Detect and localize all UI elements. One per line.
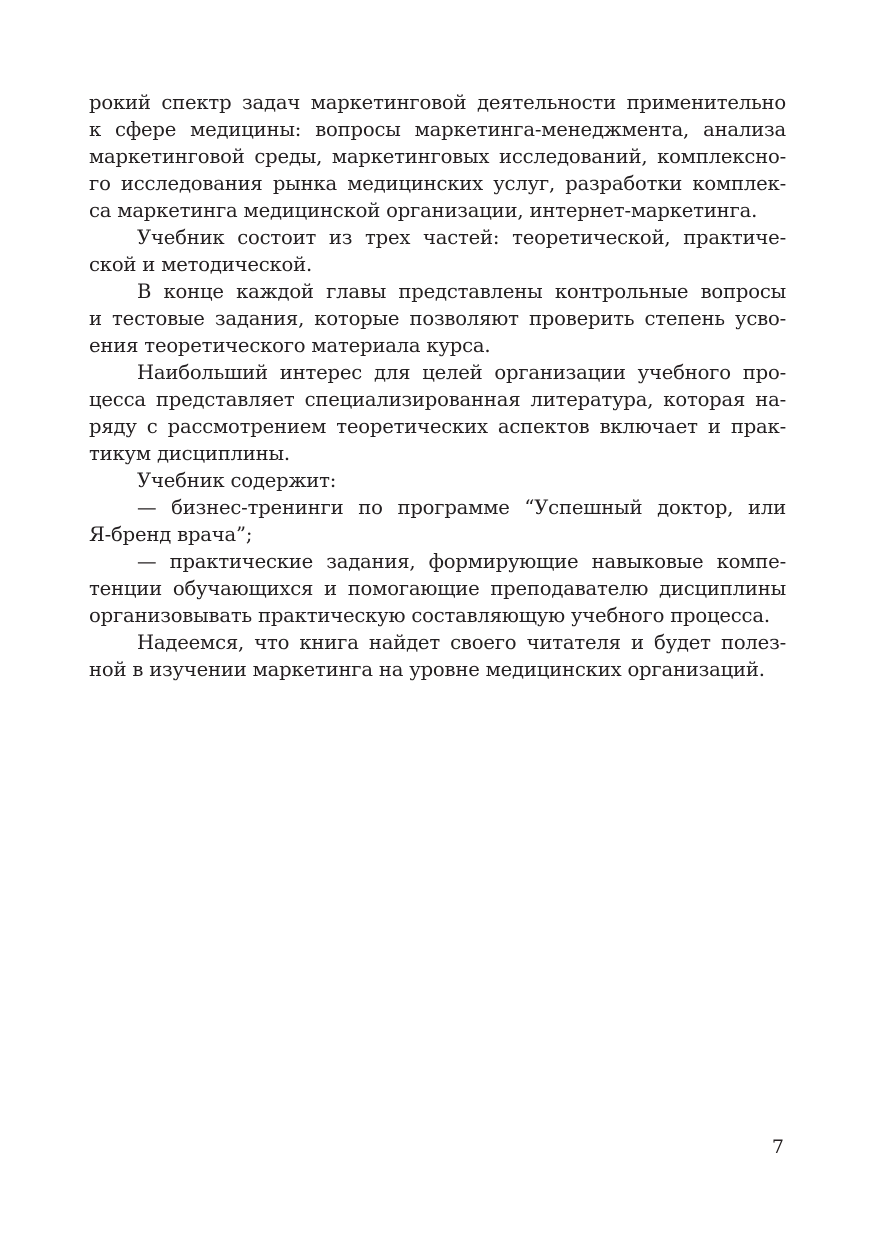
- text-line: го исследования рынка медицинских услуг, разработки комплек-: [89, 172, 786, 195]
- text-line: — бизнес-тренинги по программе “Успешный доктор, или: [137, 496, 786, 519]
- text-line: и тестовые задания, которые позволяют проверить степень усво-: [89, 307, 786, 330]
- text-line: — практические задания, формирующие навыковые компе-: [137, 550, 786, 573]
- text-line: ной в изучении маркетинга на уровне медицинских организаций.: [89, 658, 765, 681]
- text-line: рокий спектр задач маркетинговой деятельности применительно: [89, 91, 786, 114]
- text-line: Учебник состоит из трех частей: теоретической, практиче-: [137, 226, 786, 249]
- text-line: ской и методической.: [89, 253, 313, 276]
- text-line: цесса представляет специализированная литература, которая на-: [89, 388, 786, 411]
- text-line: Надеемся, что книга найдет своего читателя и будет полез-: [137, 631, 786, 654]
- text-line: са маркетинга медицинской организации, интернет-маркетинга.: [89, 199, 758, 222]
- text-line: организовывать практическую составляющую учебного процесса.: [89, 604, 770, 627]
- text-line: к сфере медицины: вопросы маркетинга-менеджмента, анализа: [89, 118, 786, 141]
- text-line: Учебник содержит:: [137, 469, 337, 492]
- text-line: В конце каждой главы представлены контрольные вопросы: [137, 280, 786, 303]
- text-line: ения теоретического материала курса.: [89, 334, 491, 357]
- text-line: маркетинговой среды, маркетинговых исследований, комплексно-: [89, 145, 786, 168]
- text-line: Я-бренд врача”;: [89, 523, 253, 546]
- body-text: [89, 89, 786, 683]
- text-line: тенции обучающихся и помогающие преподавателю дисциплины: [89, 577, 786, 600]
- text-line: тикум дисциплины.: [89, 442, 290, 465]
- text-line: Наибольший интерес для целей организации учебного про-: [137, 361, 786, 384]
- page-number: 7: [771, 1136, 784, 1158]
- text-line: ряду с рассмотрением теоретических аспектов включает и прак-: [89, 415, 786, 438]
